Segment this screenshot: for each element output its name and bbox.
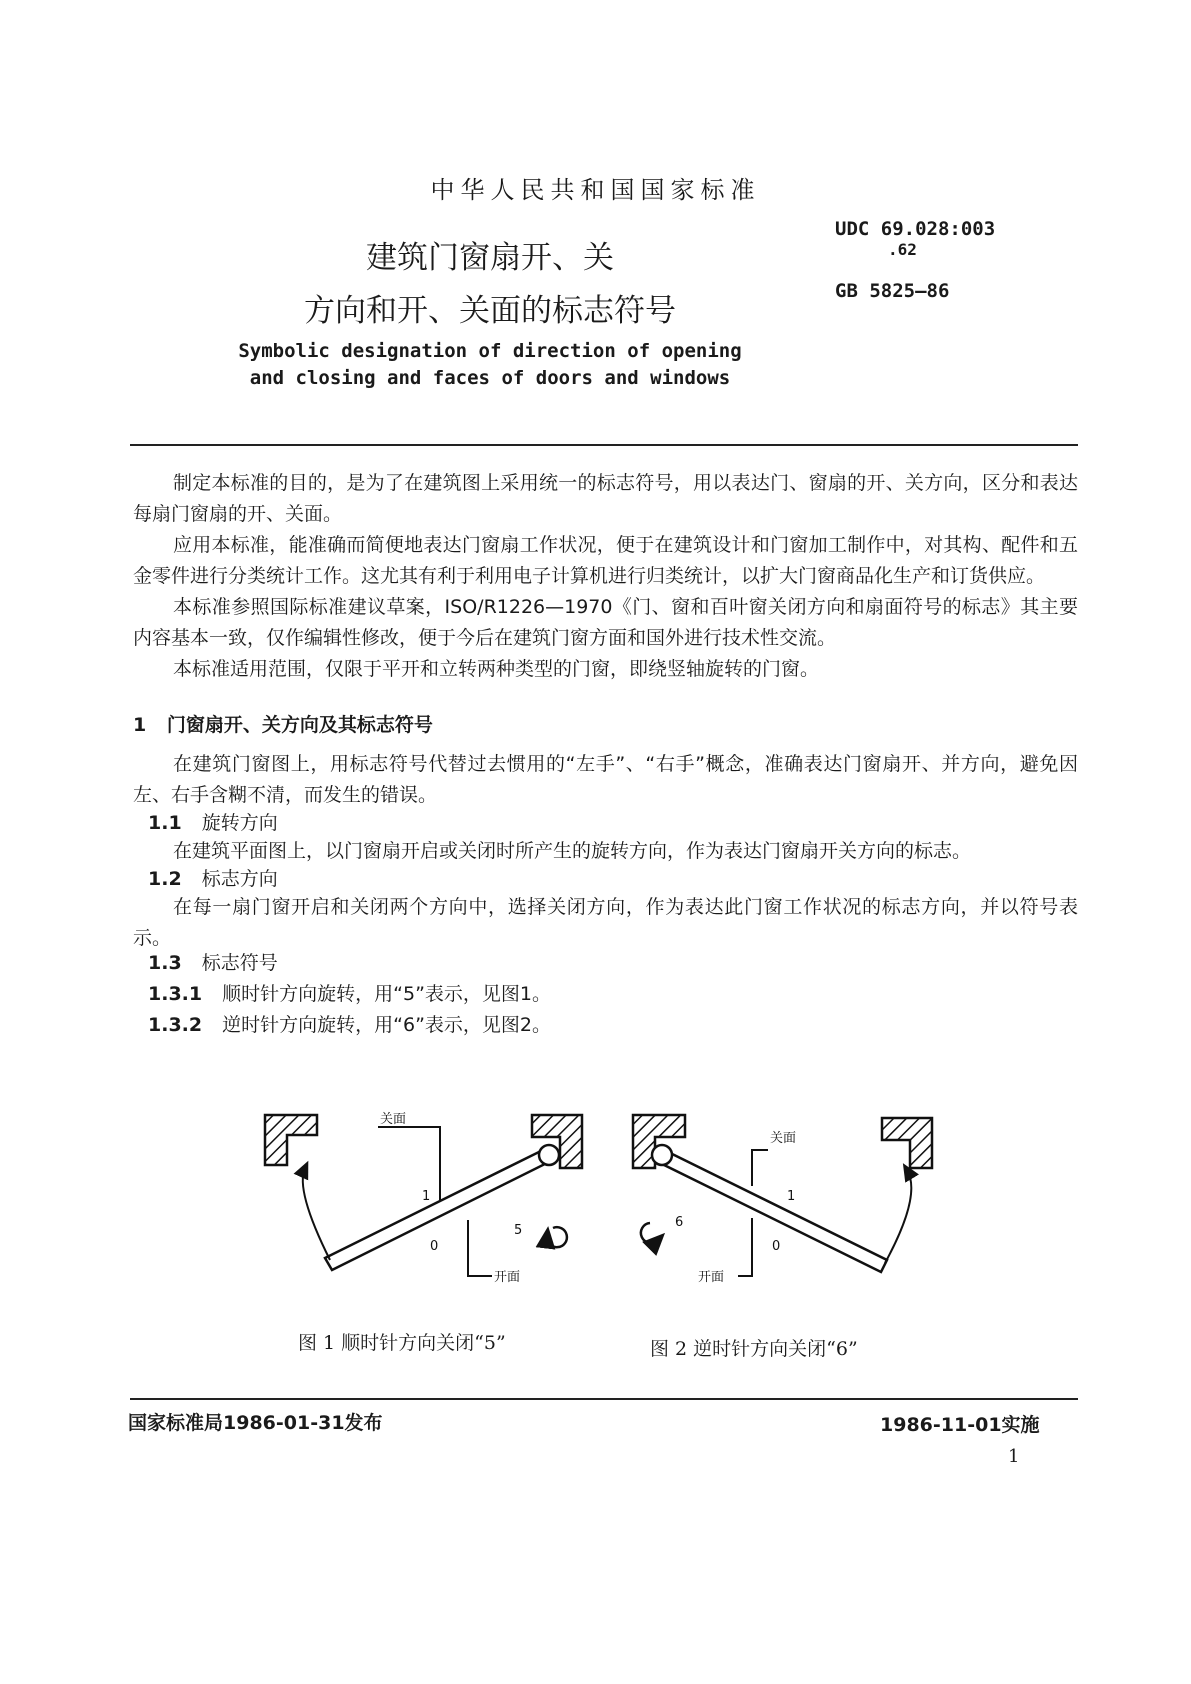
intro-paragraph: 本标准适用范围，仅限于平开和立转两种类型的门窗，即绕竖轴旋转的门窗。	[173, 658, 820, 680]
close-face-leader	[378, 1127, 440, 1200]
section-1-1-paragraph: 在建筑平面图上，以门窗扇开启或关闭时所产生的旋转方向，作为表达门窗扇开关方向的标志。	[173, 840, 972, 862]
intro-paragraph: 制定本标准的目的，是为了在建筑图上采用统一的标志符号，用以表达门、窗扇的开、关方向，区分和表达每扇门窗扇的开、关面。	[133, 472, 1078, 525]
section-1-body	[133, 749, 1078, 811]
figures-diagram	[0, 1090, 1191, 1330]
section-text: 逆时针方向旋转，用“6”表示，见图2。	[222, 1014, 552, 1036]
label-zero: 0	[772, 1239, 781, 1254]
section-1-2-heading	[148, 864, 278, 891]
national-standard-label: 中华人民共和国国家标准	[430, 176, 761, 204]
close-face-leader	[752, 1150, 768, 1186]
section-text: 顺时针方向旋转，用“5”表示，见图1。	[222, 983, 552, 1005]
section-number: 1.2	[148, 868, 182, 890]
label-one: 1	[787, 1189, 796, 1204]
figure-1	[265, 1112, 582, 1285]
frame-left	[265, 1115, 317, 1165]
footer-divider	[130, 1398, 1078, 1400]
issued-date: 国家标准局1986-01-31发布	[128, 1412, 383, 1434]
section-1-paragraph: 在建筑门窗图上，用标志符号代替过去惯用的“左手”、“右手”概念，准确表达门窗扇开、并方向，避免因左、右手含糊不清，而发生的错误。	[133, 753, 1078, 806]
section-title: 标志方向	[201, 868, 278, 890]
section-1-1-body	[133, 836, 1078, 867]
symbol-number: 6	[675, 1215, 684, 1230]
page-number: 1	[1008, 1446, 1020, 1467]
symbol-number: 5	[514, 1223, 523, 1238]
label-zero: 0	[430, 1239, 439, 1254]
closing-arc	[885, 1170, 911, 1263]
section-number: 1.3.1	[148, 983, 203, 1005]
udc-code-suffix: .62	[888, 240, 917, 259]
door-leaf	[654, 1148, 887, 1272]
section-title: 旋转方向	[201, 812, 278, 834]
intro-paragraph: 应用本标准，能准确而简便地表达门窗扇工作状况，便于在建筑设计和门窗加工制作中，对其构、配件和五金零件进行分类统计工作。这尤其有利于利用电子计算机进行归类统计，以扩大门窗商品化生产和订货供应。	[133, 534, 1078, 587]
close-face-label: 关面	[380, 1112, 407, 1127]
udc-code: UDC 69.028:003	[835, 218, 996, 240]
title-en-line1: Symbolic designation of direction of opening	[238, 340, 742, 362]
intro-section	[133, 468, 1078, 685]
hinge-pivot	[539, 1145, 559, 1165]
section-number: 1.1	[148, 812, 182, 834]
gb-code: GB 5825—86	[835, 280, 950, 302]
title-cn-line1: 建筑门窗扇开、关	[366, 240, 614, 276]
open-face-label: 开面	[494, 1270, 521, 1285]
hinge-pivot	[652, 1145, 672, 1165]
open-face-leader	[468, 1220, 492, 1276]
section-number: 1	[133, 714, 147, 736]
figure-1-caption: 图 1 顺时针方向关闭“5”	[298, 1332, 506, 1354]
section-1-3-heading	[148, 948, 278, 975]
closing-arc	[303, 1168, 330, 1260]
close-face-label: 关面	[770, 1131, 797, 1146]
section-number: 1.3.2	[148, 1014, 203, 1036]
header-divider	[130, 444, 1078, 446]
figure-2-caption: 图 2 逆时针方向关闭“6”	[650, 1338, 858, 1360]
title-en-line2: and closing and faces of doors and windows	[249, 367, 731, 389]
section-1-3-2	[148, 1010, 551, 1037]
frame-right	[882, 1118, 932, 1168]
section-1-3-1	[148, 979, 551, 1006]
title-cn-line2: 方向和开、关面的标志符号	[304, 293, 676, 329]
label-one: 1	[422, 1189, 431, 1204]
effective-date: 1986-11-01实施	[880, 1414, 1040, 1436]
intro-paragraph: 本标准参照国际标准建议草案，ISO/R1226—1970《门、窗和百叶窗关闭方向和扇面符号的标志》其主要内容基本一致，仅作编辑性修改，便于今后在建筑门窗方面和国外进行技术性交流。	[133, 596, 1078, 649]
section-1-2-body	[133, 892, 1078, 954]
open-face-leader	[738, 1218, 752, 1276]
section-1-2-paragraph: 在每一扇门窗开启和关闭两个方向中，选择关闭方向，作为表达此门窗工作状况的标志方向，并以符号表示。	[133, 896, 1078, 949]
rotation-symbol-6	[641, 1223, 658, 1243]
section-1-1-heading	[148, 808, 278, 835]
section-1-heading	[133, 710, 433, 737]
open-face-label: 开面	[698, 1270, 725, 1285]
section-number: 1.3	[148, 952, 182, 974]
figure-2	[633, 1115, 932, 1285]
rotation-symbol-5	[547, 1227, 567, 1247]
section-title: 标志符号	[201, 952, 278, 974]
section-title: 门窗扇开、关方向及其标志符号	[166, 714, 433, 736]
